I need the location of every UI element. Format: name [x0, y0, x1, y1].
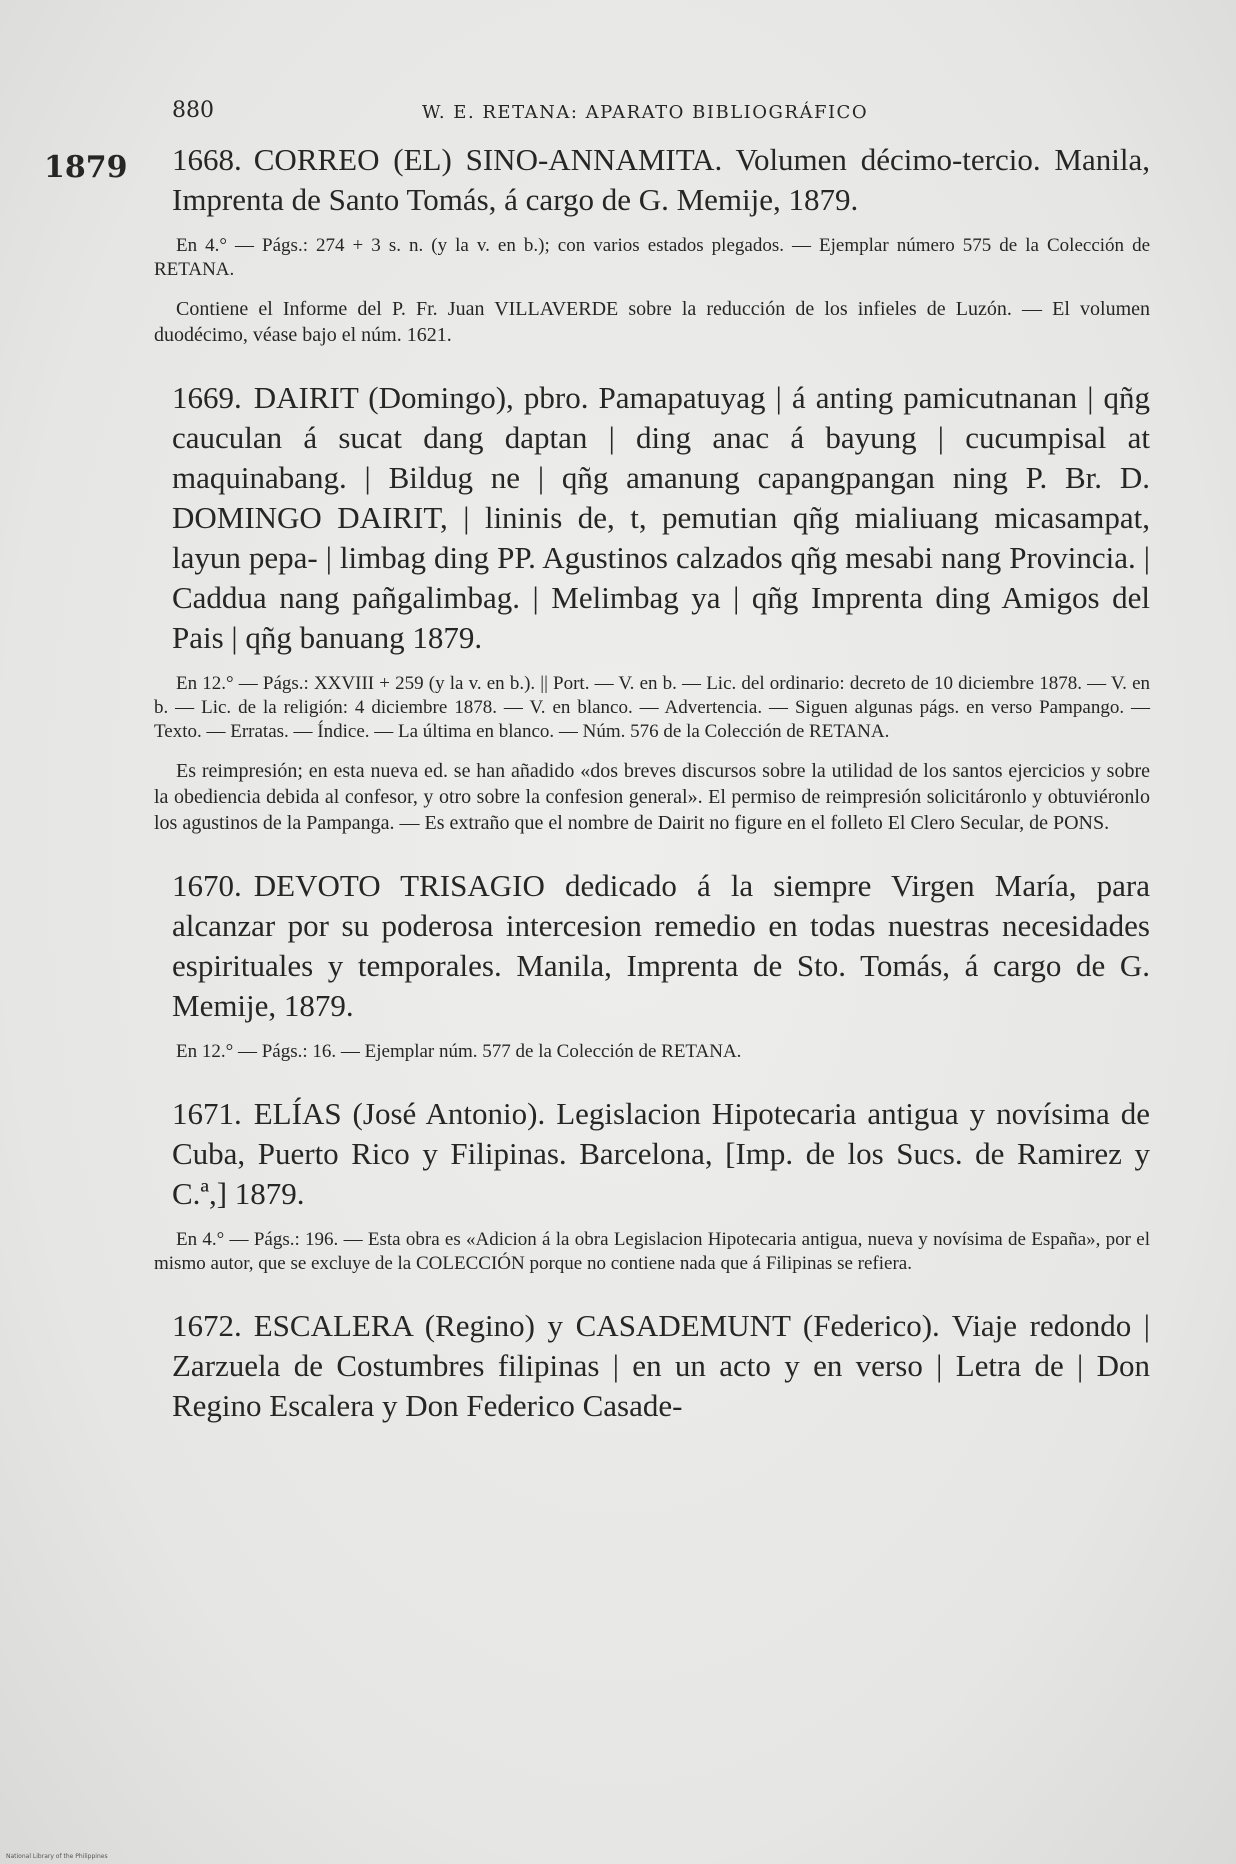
entry-title-text: DEVOTO TRISAGIO dedicado á la siempre Virgen María, para alcanzar por su poderosa intercesion remedio en todas nuestras necesidades espirituales y temporales. Manila, Imprenta de Sto. Tomás, á cargo de G. Memije, 1879.: [172, 868, 1150, 1023]
entry-title-text: DAIRIT (Domingo), pbro. Pamapatuyag | á anting pamicutnanan | qñg cauculan á sucat dang daptan | ding anac á bayung | cucumpisal at maquinabang. | Bildug ne | qñg amanung capangpangan ning P. Br. D. DOMINGO DAIRIT, | lininis de, t, pemutian qñg mialiuang micasampat, layun pepa- | limbag ding PP. Agustinos calzados qñg mesabi nang Provincia. | Caddua nang pañgalimbag. | Melimbag ya | qñg Imprenta ding Amigos del Pais | qñg banuang 1879.: [172, 380, 1150, 655]
entry-title-text: CORREO (EL) SINO-ANNAMITA. Volumen décimo-tercio. Manila, Imprenta de Santo Tomás, á cargo de G. Memije, 1879.: [172, 142, 1150, 217]
page-number: 880: [172, 98, 214, 123]
entry-note: Contiene el Informe del P. Fr. Juan VILLAVERDE sobre la reducción de los infieles de Luzón. — El volumen duodécimo, véase bajo el núm. 1621.: [154, 298, 1150, 346]
entry-1670: [140, 866, 1150, 1064]
entry-note: Es reimpresión; en esta nueva ed. se han añadido «dos breves discursos sobre la utilidad de los santos ejercicios y sobre la obediencia debida al confesor, y otro sobre la confesion general». El permiso de reimpresión solicitáronlo y obtuviéronlo los agustinos de la Pampanga. — Es extraño que el nombre de Dairit no figure en el folleto El Clero Secular, de PONS.: [154, 760, 1150, 834]
entry-number: 1669.: [172, 380, 242, 415]
entry-title: [140, 1306, 1150, 1426]
scan-footer: National Library of the Philippines: [6, 1853, 108, 1860]
page-header: [172, 92, 1072, 132]
entry-title: [140, 140, 1150, 220]
entry-note: En 12.° — Págs.: 16. — Ejemplar núm. 577 de la Colección de RETANA.: [176, 1041, 742, 1062]
entry-title-text: ELÍAS (José Antonio). Legislacion Hipotecaria antigua y novísima de Cuba, Puerto Rico y Filipinas. Barcelona, [Imp. de los Sucs. de Ramirez y C.ª,] 1879.: [172, 1096, 1150, 1211]
running-head: W. E. RETANA: APARATO BIBLIOGRÁFICO: [422, 102, 869, 123]
entry-title: [140, 378, 1150, 658]
margin-year: 1879: [44, 150, 128, 185]
entry-note: En 4.° — Págs.: 274 + 3 s. n. (y la v. en b.); con varios estados plegados. — Ejemplar número 575 de la Colección de RETANA.: [154, 235, 1150, 280]
entry-number: 1672.: [172, 1308, 242, 1343]
entry-1669: [140, 378, 1150, 836]
entry-title-text: ESCALERA (Regino) y CASADEMUNT (Federico). Viaje redondo | Zarzuela de Costumbres filipinas | en un acto y en verso | Letra de | Don Regino Escalera y Don Federico Casade-: [172, 1308, 1150, 1423]
entry-number: 1670.: [172, 868, 242, 903]
entry-title: [140, 1094, 1150, 1214]
entry-note: En 4.° — Págs.: 196. — Esta obra es «Adicion á la obra Legislacion Hipotecaria antigua, nueva y novísima de España», por el mismo autor, que se excluye de la COLECCIÓN porque no contiene nada que á Filipinas se refiera.: [154, 1229, 1150, 1274]
entries-column: [140, 140, 1150, 1426]
entry-1672: [140, 1306, 1150, 1426]
entry-1668: [140, 140, 1150, 348]
entry-number: 1671.: [172, 1096, 242, 1131]
entry-1671: [140, 1094, 1150, 1276]
entry-note: En 12.° — Págs.: XXVIII + 259 (y la v. en b.). || Port. — V. en b. — Lic. del ordinario: decreto de 10 diciembre 1878. — V. en b. — Lic. de la religión: 4 diciembre 1878. — V. en blanco. — Advertencia. — Siguen algunas págs. en verso Pampango. — Texto. — Erratas. — Índice. — La última en blanco. — Núm. 576 de la Colección de RETANA.: [154, 673, 1150, 742]
entry-title: [140, 866, 1150, 1026]
entry-number: 1668.: [172, 142, 242, 177]
